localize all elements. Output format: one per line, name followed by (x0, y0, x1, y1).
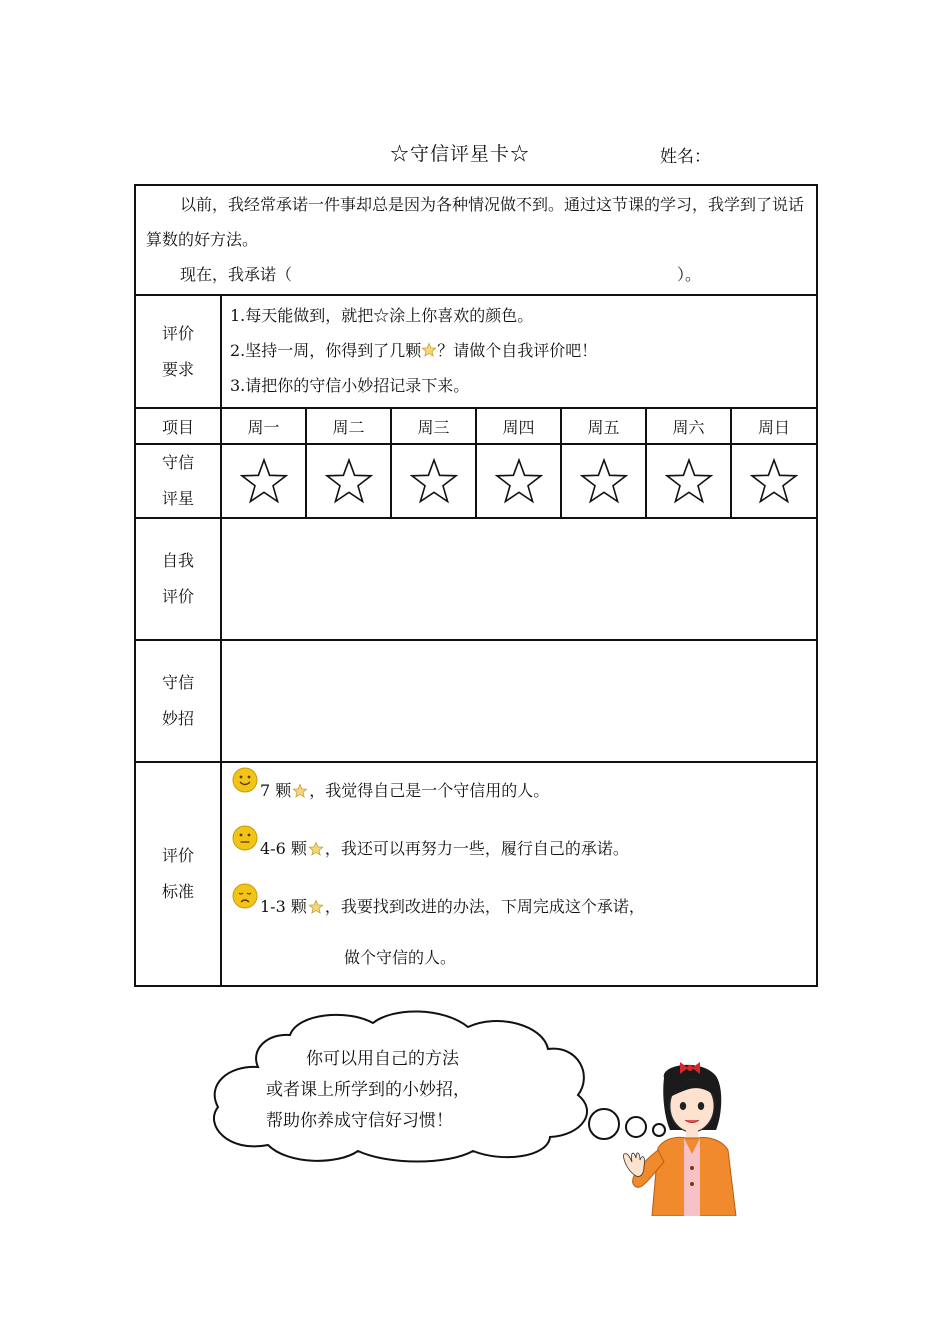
small-star-icon (292, 783, 308, 799)
tips-row (135, 640, 817, 762)
self-eval-label-1: 自我 (161, 551, 194, 570)
level-count: 1-3 颗 (260, 897, 307, 916)
requirements-label-1: 评价 (161, 323, 194, 343)
tips-input-area[interactable] (221, 640, 817, 762)
star-outline-icon[interactable] (750, 458, 798, 504)
standard-level-7 (232, 775, 549, 801)
standard-continuation: 做个守信的人。 (344, 948, 457, 967)
star-outline-icon[interactable] (410, 458, 458, 504)
requirements-label (135, 295, 221, 408)
day-mon: 周一 (221, 408, 306, 444)
star-outline-icon[interactable] (325, 458, 373, 504)
requirements-cell (221, 295, 817, 408)
star-tue[interactable] (306, 444, 391, 518)
requirement-2 (230, 333, 806, 368)
star-fri[interactable] (561, 444, 646, 518)
promise-prefix: 现在，我承诺（ (180, 265, 293, 284)
standards-label (135, 762, 221, 986)
item-label: 项目 (135, 408, 221, 444)
star-wed[interactable] (391, 444, 476, 518)
level-text: ，我觉得自己是一个守信用的人。 (309, 781, 550, 800)
stars-label-2: 评星 (161, 489, 194, 508)
stars-row (135, 444, 817, 518)
level-count: 4-6 颗 (260, 839, 307, 858)
level-text: ，我还可以再努力一些，履行自己的承诺。 (324, 839, 629, 858)
stars-label (135, 444, 221, 518)
star-outline-icon[interactable] (240, 458, 288, 504)
self-eval-label-2: 评价 (161, 587, 194, 606)
star-sun[interactable] (731, 444, 817, 518)
star-outline-icon[interactable] (495, 458, 543, 504)
day-fri: 周五 (561, 408, 646, 444)
requirement-1: 1.每天能做到，就把☆涂上你喜欢的颜色。 (230, 306, 534, 325)
cloud-line-3: 帮助你养成守信好习惯！ (266, 1111, 453, 1131)
cloud-line-1: 你可以用自己的方法 (306, 1049, 459, 1069)
cloud-text (266, 1044, 470, 1137)
day-tue: 周二 (306, 408, 391, 444)
requirements-label-2: 要求 (161, 359, 194, 379)
star-sat[interactable] (646, 444, 731, 518)
level-text: ，我要找到改进的办法，下周完成这个承诺， (324, 897, 645, 916)
requirement-3: 3.请把你的守信小妙招记录下来。 (230, 376, 470, 395)
day-sun: 周日 (731, 408, 817, 444)
standard-level-4-6 (232, 833, 629, 859)
day-sat: 周六 (646, 408, 731, 444)
standards-cell (221, 762, 817, 986)
intro-paragraph: 以前，我经常承诺一件事却总是因为各种情况做不到。通过这节课的学习，我学到了说话算数的好方法。 (146, 195, 805, 249)
self-eval-row (135, 518, 817, 640)
sad-face-icon (232, 883, 258, 909)
small-star-icon (308, 841, 324, 857)
name-label: 姓名： (660, 147, 711, 167)
standards-label-2: 标准 (161, 882, 194, 901)
day-wed: 周三 (391, 408, 476, 444)
standards-row (135, 762, 817, 986)
smile-face-icon (232, 767, 258, 793)
star-card-table (134, 184, 818, 987)
self-eval-input-area[interactable] (221, 518, 817, 640)
small-star-icon (421, 342, 437, 358)
intro-cell (135, 185, 817, 295)
self-eval-label (135, 518, 221, 640)
standard-level-1-3 (232, 891, 645, 917)
tips-label-1: 守信 (161, 673, 194, 692)
requirement-2-a: 2.坚持一周，你得到了几颗 (230, 341, 422, 360)
promise-line (146, 257, 806, 292)
star-outline-icon[interactable] (580, 458, 628, 504)
neutral-face-icon (232, 825, 258, 851)
tips-label-2: 妙招 (161, 709, 194, 728)
star-mon[interactable] (221, 444, 306, 518)
promise-suffix: ）。 (677, 265, 702, 284)
standards-label-1: 评价 (161, 846, 194, 865)
tips-label (135, 640, 221, 762)
star-thu[interactable] (476, 444, 561, 518)
stars-label-1: 守信 (161, 453, 194, 472)
card-title: ☆守信评星卡☆ (390, 143, 531, 165)
star-outline-icon[interactable] (665, 458, 713, 504)
cloud-line-2: 或者课上所学到的小妙招， (266, 1080, 470, 1100)
small-star-icon (308, 899, 324, 915)
days-header-row (135, 408, 817, 444)
requirement-2-b: ？请做个自我评价吧！ (437, 341, 598, 360)
teacher-girl-illustration (612, 1058, 757, 1216)
level-count: 7 颗 (260, 781, 292, 800)
day-thu: 周四 (476, 408, 561, 444)
